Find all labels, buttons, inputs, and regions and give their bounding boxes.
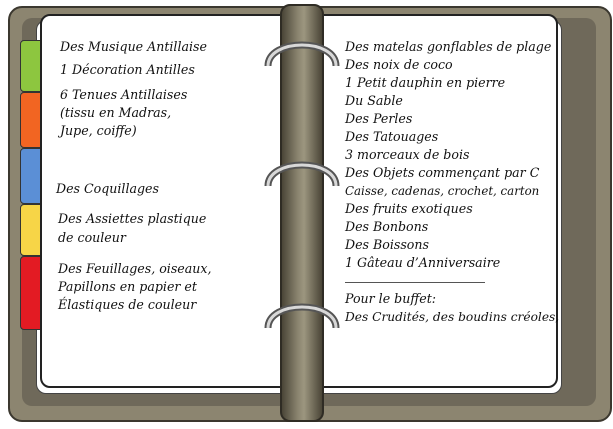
right-line-1: Des matelas gonflables de plage xyxy=(345,39,552,54)
tab-red[interactable] xyxy=(20,256,42,330)
tab-green[interactable] xyxy=(20,40,42,92)
tab-blue[interactable] xyxy=(20,148,42,204)
right-line-6: Des Tatouages xyxy=(345,129,439,144)
left-line-6: Des Coquillages xyxy=(56,181,159,196)
tab-yellow[interactable] xyxy=(20,204,42,256)
right-line-3: 1 Petit dauphin en pierre xyxy=(345,75,506,90)
right-line-10: Des fruits exotiques xyxy=(345,201,473,216)
left-line-3: 6 Tenues Antillaises xyxy=(60,87,188,102)
right-line-15: Des Crudités, des boudins créoles, xyxy=(345,310,560,324)
binder-ring-top-icon xyxy=(262,28,342,76)
left-line-10: Papillons en papier et xyxy=(58,279,197,294)
right-line-13: 1 Gâteau d’Anniversaire xyxy=(345,255,501,270)
left-line-8: de couleur xyxy=(58,230,126,245)
right-line-11: Des Bonbons xyxy=(345,219,429,234)
right-line-9: Caisse, cadenas, crochet, carton xyxy=(345,184,540,198)
left-line-5: Jupe, coiffe) xyxy=(60,123,137,138)
separator-line xyxy=(345,282,485,283)
right-line-4: Du Sable xyxy=(345,93,403,108)
tab-orange[interactable] xyxy=(20,92,42,148)
right-line-12: Des Boissons xyxy=(345,237,429,252)
right-line-8: Des Objets commençant par C xyxy=(345,165,540,180)
right-line-2: Des noix de coco xyxy=(345,57,453,72)
right-line-14: Pour le buffet: xyxy=(345,291,437,306)
left-line-7: Des Assiettes plastique xyxy=(58,211,207,226)
left-line-11: Élastiques de couleur xyxy=(58,297,197,312)
left-line-1: Des Musique Antillaise xyxy=(60,39,207,54)
binder-ring-middle-icon xyxy=(262,148,342,196)
binder-ring-bottom-icon xyxy=(262,290,342,338)
left-line-2: 1 Décoration Antilles xyxy=(60,62,195,77)
left-line-4: (tissu en Madras, xyxy=(60,105,172,120)
right-line-5: Des Perles xyxy=(345,111,413,126)
right-line-7: 3 morceaux de bois xyxy=(345,147,470,162)
left-line-9: Des Feuillages, oiseaux, xyxy=(58,261,212,276)
